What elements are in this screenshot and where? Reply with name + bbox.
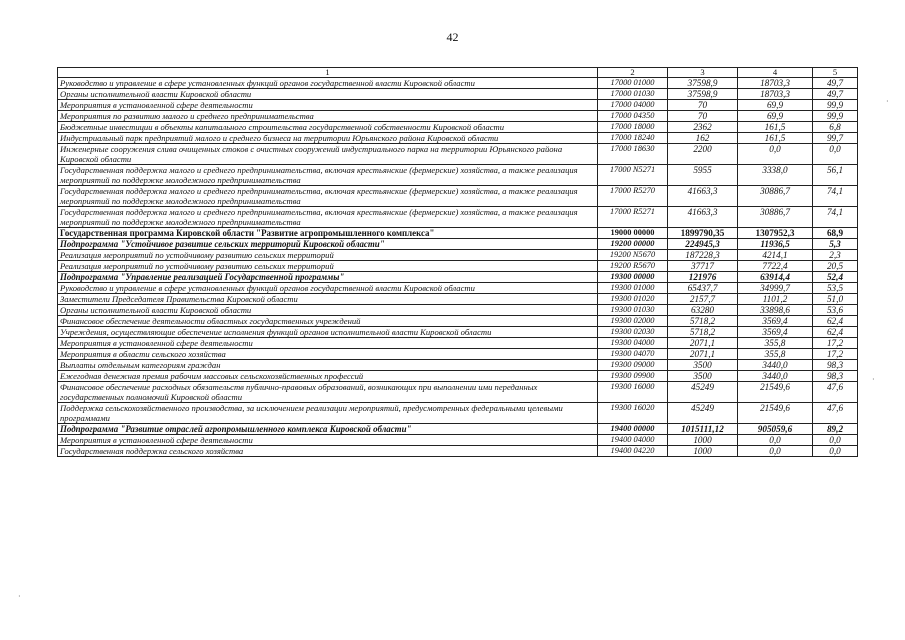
row-executed-cell: 3338,0: [738, 165, 813, 186]
row-planned-cell: 5718,2: [668, 316, 738, 327]
row-planned-cell: 2362: [668, 122, 738, 133]
scan-mark: ·: [18, 592, 21, 601]
table-row: [58, 133, 858, 144]
scan-mark: ·: [872, 375, 875, 384]
row-name-cell: Государственная поддержка малого и среднего предпринимательства, включая крестьянские (фермерские) хозяйства, а также реализация мероприятий по поддержке молодежного предпринимательства: [58, 165, 598, 186]
row-planned-cell: 2200: [668, 144, 738, 165]
row-name-cell: Руководство и управление в сфере установленных функций органов государственной власти Кировской области: [58, 78, 598, 89]
row-name-cell: Подпрограмма "Развитие отраслей агропромышленного комплекса Кировской области": [58, 424, 598, 435]
row-code-cell: 17000 01030: [598, 89, 668, 100]
row-code-cell: 19300 01020: [598, 294, 668, 305]
row-executed-cell: 3440,0: [738, 371, 813, 382]
header-col-1: 1: [58, 68, 598, 78]
row-name-cell: Реализация мероприятий по устойчивому развитию сельских территорий: [58, 250, 598, 261]
row-percent-cell: 74,1: [813, 186, 858, 207]
row-executed-cell: 161,5: [738, 122, 813, 133]
row-code-cell: 19300 01030: [598, 305, 668, 316]
row-planned-cell: 1899790,35: [668, 228, 738, 239]
row-percent-cell: 62,4: [813, 327, 858, 338]
row-name-cell: Мероприятия по развитию малого и среднего предпринимательства: [58, 111, 598, 122]
row-code-cell: 19400 00000: [598, 424, 668, 435]
row-executed-cell: 4214,1: [738, 250, 813, 261]
table-row: [58, 327, 858, 338]
row-code-cell: 19300 16000: [598, 382, 668, 403]
row-code-cell: 19300 09000: [598, 360, 668, 371]
row-code-cell: 17000 18240: [598, 133, 668, 144]
row-planned-cell: 2071,1: [668, 349, 738, 360]
table-row: [58, 305, 858, 316]
row-name-cell: Реализация мероприятий по устойчивому развитию сельских территорий: [58, 261, 598, 272]
row-planned-cell: 37717: [668, 261, 738, 272]
row-percent-cell: 99,9: [813, 111, 858, 122]
table-row: [58, 294, 858, 305]
row-name-cell: Выплаты отдельным категориям граждан: [58, 360, 598, 371]
row-percent-cell: 74,1: [813, 207, 858, 228]
table-row: [58, 446, 858, 457]
row-executed-cell: 30886,7: [738, 207, 813, 228]
table-header-row: [58, 68, 858, 78]
row-name-cell: Поддержка сельскохозяйственного производства, за исключением реализации мероприятий, предусмотренных федеральными целевыми программами: [58, 403, 598, 424]
row-code-cell: 19300 02030: [598, 327, 668, 338]
row-name-cell: Государственная поддержка малого и среднего предпринимательства, включая крестьянские (фермерские) хозяйства, а также реализация мероприятий по поддержке молодежного предпринимательства: [58, 207, 598, 228]
row-executed-cell: 355,8: [738, 338, 813, 349]
row-planned-cell: 65437,7: [668, 283, 738, 294]
row-percent-cell: 49,7: [813, 78, 858, 89]
row-executed-cell: 1101,2: [738, 294, 813, 305]
table-row: [58, 144, 858, 165]
table-row: [58, 239, 858, 250]
row-planned-cell: 45249: [668, 403, 738, 424]
row-percent-cell: 52,4: [813, 272, 858, 283]
table-row: [58, 316, 858, 327]
row-executed-cell: 905059,6: [738, 424, 813, 435]
row-percent-cell: 99,7: [813, 133, 858, 144]
table-row: [58, 349, 858, 360]
row-executed-cell: 0,0: [738, 144, 813, 165]
table-row: [58, 122, 858, 133]
row-name-cell: Государственная поддержка сельского хозяйства: [58, 446, 598, 457]
header-col-4: 4: [738, 68, 813, 78]
row-name-cell: Ежегодная денежная премия рабочим массовых сельскохозяйственных профессий: [58, 371, 598, 382]
table-row: [58, 78, 858, 89]
row-code-cell: 17000 18630: [598, 144, 668, 165]
row-name-cell: Органы исполнительной власти Кировской области: [58, 89, 598, 100]
row-executed-cell: 69,9: [738, 111, 813, 122]
header-col-5: 5: [813, 68, 858, 78]
row-percent-cell: 49,7: [813, 89, 858, 100]
row-executed-cell: 18703,3: [738, 89, 813, 100]
row-code-cell: 19300 04000: [598, 338, 668, 349]
row-name-cell: Органы исполнительной власти Кировской области: [58, 305, 598, 316]
table-row: [58, 111, 858, 122]
row-percent-cell: 68,9: [813, 228, 858, 239]
row-executed-cell: 355,8: [738, 349, 813, 360]
row-name-cell: Инженерные сооружения слива очищенных стоков с очистных сооружений индустриального парка на территории Юрьянского района Кировской области: [58, 144, 598, 165]
table-row: [58, 382, 858, 403]
header-col-3: 3: [668, 68, 738, 78]
page-number: 42: [446, 30, 459, 44]
row-executed-cell: 3569,4: [738, 327, 813, 338]
row-planned-cell: 3500: [668, 371, 738, 382]
row-percent-cell: 6,8: [813, 122, 858, 133]
row-executed-cell: 161,5: [738, 133, 813, 144]
row-code-cell: 19400 04000: [598, 435, 668, 446]
row-percent-cell: 17,2: [813, 349, 858, 360]
row-percent-cell: 0,0: [813, 435, 858, 446]
table-row: [58, 403, 858, 424]
row-percent-cell: 98,3: [813, 360, 858, 371]
row-executed-cell: 7722,4: [738, 261, 813, 272]
row-planned-cell: 41663,3: [668, 186, 738, 207]
row-code-cell: 17000 04350: [598, 111, 668, 122]
row-percent-cell: 17,2: [813, 338, 858, 349]
row-code-cell: 19000 00000: [598, 228, 668, 239]
table-row: [58, 371, 858, 382]
row-executed-cell: 0,0: [738, 435, 813, 446]
table-row: [58, 435, 858, 446]
row-code-cell: 19300 04070: [598, 349, 668, 360]
row-planned-cell: 41663,3: [668, 207, 738, 228]
row-planned-cell: 70: [668, 111, 738, 122]
row-percent-cell: 51,0: [813, 294, 858, 305]
row-executed-cell: 18703,3: [738, 78, 813, 89]
table-row: [58, 89, 858, 100]
row-name-cell: Подпрограмма "Устойчивое развитие сельских территорий Кировской области": [58, 239, 598, 250]
row-name-cell: Мероприятия в области сельского хозяйства: [58, 349, 598, 360]
row-planned-cell: 37598,9: [668, 78, 738, 89]
table-row: [58, 186, 858, 207]
row-name-cell: Учреждения, осуществляющие обеспечение исполнения функций органов исполнительной власти Кировской области: [58, 327, 598, 338]
row-name-cell: Мероприятия в установленной сфере деятельности: [58, 435, 598, 446]
row-executed-cell: 69,9: [738, 100, 813, 111]
row-name-cell: Руководство и управление в сфере установленных функций органов государственной власти Кировской области: [58, 283, 598, 294]
row-planned-cell: 162: [668, 133, 738, 144]
row-code-cell: 19300 02000: [598, 316, 668, 327]
row-executed-cell: 63914,4: [738, 272, 813, 283]
row-percent-cell: 2,3: [813, 250, 858, 261]
row-code-cell: 17000 01000: [598, 78, 668, 89]
row-percent-cell: 53,6: [813, 305, 858, 316]
row-name-cell: Заместители Председателя Правительства Кировской области: [58, 294, 598, 305]
table-row: [58, 250, 858, 261]
row-code-cell: 19300 00000: [598, 272, 668, 283]
row-planned-cell: 2071,1: [668, 338, 738, 349]
row-executed-cell: 21549,6: [738, 403, 813, 424]
table-row: [58, 272, 858, 283]
row-planned-cell: 45249: [668, 382, 738, 403]
table-row: [58, 360, 858, 371]
row-percent-cell: 98,3: [813, 371, 858, 382]
budget-table: [57, 67, 858, 457]
row-name-cell: Государственная поддержка малого и среднего предпринимательства, включая крестьянские (фермерские) хозяйства, а также реализация мероприятий по поддержке молодежного предпринимательства: [58, 186, 598, 207]
row-percent-cell: 47,6: [813, 382, 858, 403]
row-percent-cell: 0,0: [813, 446, 858, 457]
row-executed-cell: 33898,6: [738, 305, 813, 316]
row-name-cell: Финансовое обеспечение деятельности областных государственных учреждений: [58, 316, 598, 327]
row-percent-cell: 99,9: [813, 100, 858, 111]
row-code-cell: 17000 R5271: [598, 207, 668, 228]
row-planned-cell: 63280: [668, 305, 738, 316]
row-code-cell: 19200 R5670: [598, 261, 668, 272]
row-name-cell: Бюджетные инвестиции в объекты капитального строительства государственной собственности Кировской области: [58, 122, 598, 133]
row-code-cell: 17000 N5271: [598, 165, 668, 186]
row-code-cell: 19300 09900: [598, 371, 668, 382]
scan-mark: ·: [886, 97, 889, 106]
row-code-cell: 17000 04000: [598, 100, 668, 111]
row-percent-cell: 20,5: [813, 261, 858, 272]
header-col-2: 2: [598, 68, 668, 78]
table-row: [58, 165, 858, 186]
row-percent-cell: 53,5: [813, 283, 858, 294]
row-code-cell: 19200 N5670: [598, 250, 668, 261]
table-row: [58, 100, 858, 111]
row-planned-cell: 121976: [668, 272, 738, 283]
row-executed-cell: 34999,7: [738, 283, 813, 294]
table-row: [58, 338, 858, 349]
row-name-cell: Мероприятия в установленной сфере деятельности: [58, 338, 598, 349]
row-percent-cell: 62,4: [813, 316, 858, 327]
table-row: [58, 228, 858, 239]
row-executed-cell: 0,0: [738, 446, 813, 457]
row-planned-cell: 2157,7: [668, 294, 738, 305]
row-percent-cell: 47,6: [813, 403, 858, 424]
row-percent-cell: 0,0: [813, 144, 858, 165]
row-planned-cell: 187228,3: [668, 250, 738, 261]
row-planned-cell: 5718,2: [668, 327, 738, 338]
row-code-cell: 19300 01000: [598, 283, 668, 294]
table-row: [58, 261, 858, 272]
row-code-cell: 19400 04220: [598, 446, 668, 457]
row-executed-cell: 1307952,3: [738, 228, 813, 239]
row-executed-cell: 21549,6: [738, 382, 813, 403]
row-percent-cell: 89,2: [813, 424, 858, 435]
row-planned-cell: 1000: [668, 435, 738, 446]
row-name-cell: Финансовое обеспечение расходных обязательств публично-правовых образований, возникающих при выполнении ими переданных государственных полномочий Кировской области: [58, 382, 598, 403]
row-planned-cell: 1015111,12: [668, 424, 738, 435]
row-name-cell: Государственная программа Кировской области "Развитие агропромышленного комплекса": [58, 228, 598, 239]
row-name-cell: Мероприятия в установленной сфере деятельности: [58, 100, 598, 111]
row-code-cell: 17000 18000: [598, 122, 668, 133]
row-planned-cell: 5955: [668, 165, 738, 186]
row-executed-cell: 11936,5: [738, 239, 813, 250]
row-planned-cell: 37598,9: [668, 89, 738, 100]
row-planned-cell: 70: [668, 100, 738, 111]
row-executed-cell: 3569,4: [738, 316, 813, 327]
row-name-cell: Подпрограмма "Управление реализацией Государственной программы": [58, 272, 598, 283]
row-executed-cell: 3440,0: [738, 360, 813, 371]
table-row: [58, 207, 858, 228]
row-code-cell: 19200 00000: [598, 239, 668, 250]
row-planned-cell: 1000: [668, 446, 738, 457]
table-row: [58, 283, 858, 294]
row-planned-cell: 224945,3: [668, 239, 738, 250]
row-code-cell: 17000 R5270: [598, 186, 668, 207]
row-name-cell: Индустриальный парк предприятий малого и среднего бизнеса на территории Юрьянского района Кировской области: [58, 133, 598, 144]
row-code-cell: 19300 16020: [598, 403, 668, 424]
row-planned-cell: 3500: [668, 360, 738, 371]
row-executed-cell: 30886,7: [738, 186, 813, 207]
table-row: [58, 424, 858, 435]
row-percent-cell: 56,1: [813, 165, 858, 186]
row-percent-cell: 5,3: [813, 239, 858, 250]
